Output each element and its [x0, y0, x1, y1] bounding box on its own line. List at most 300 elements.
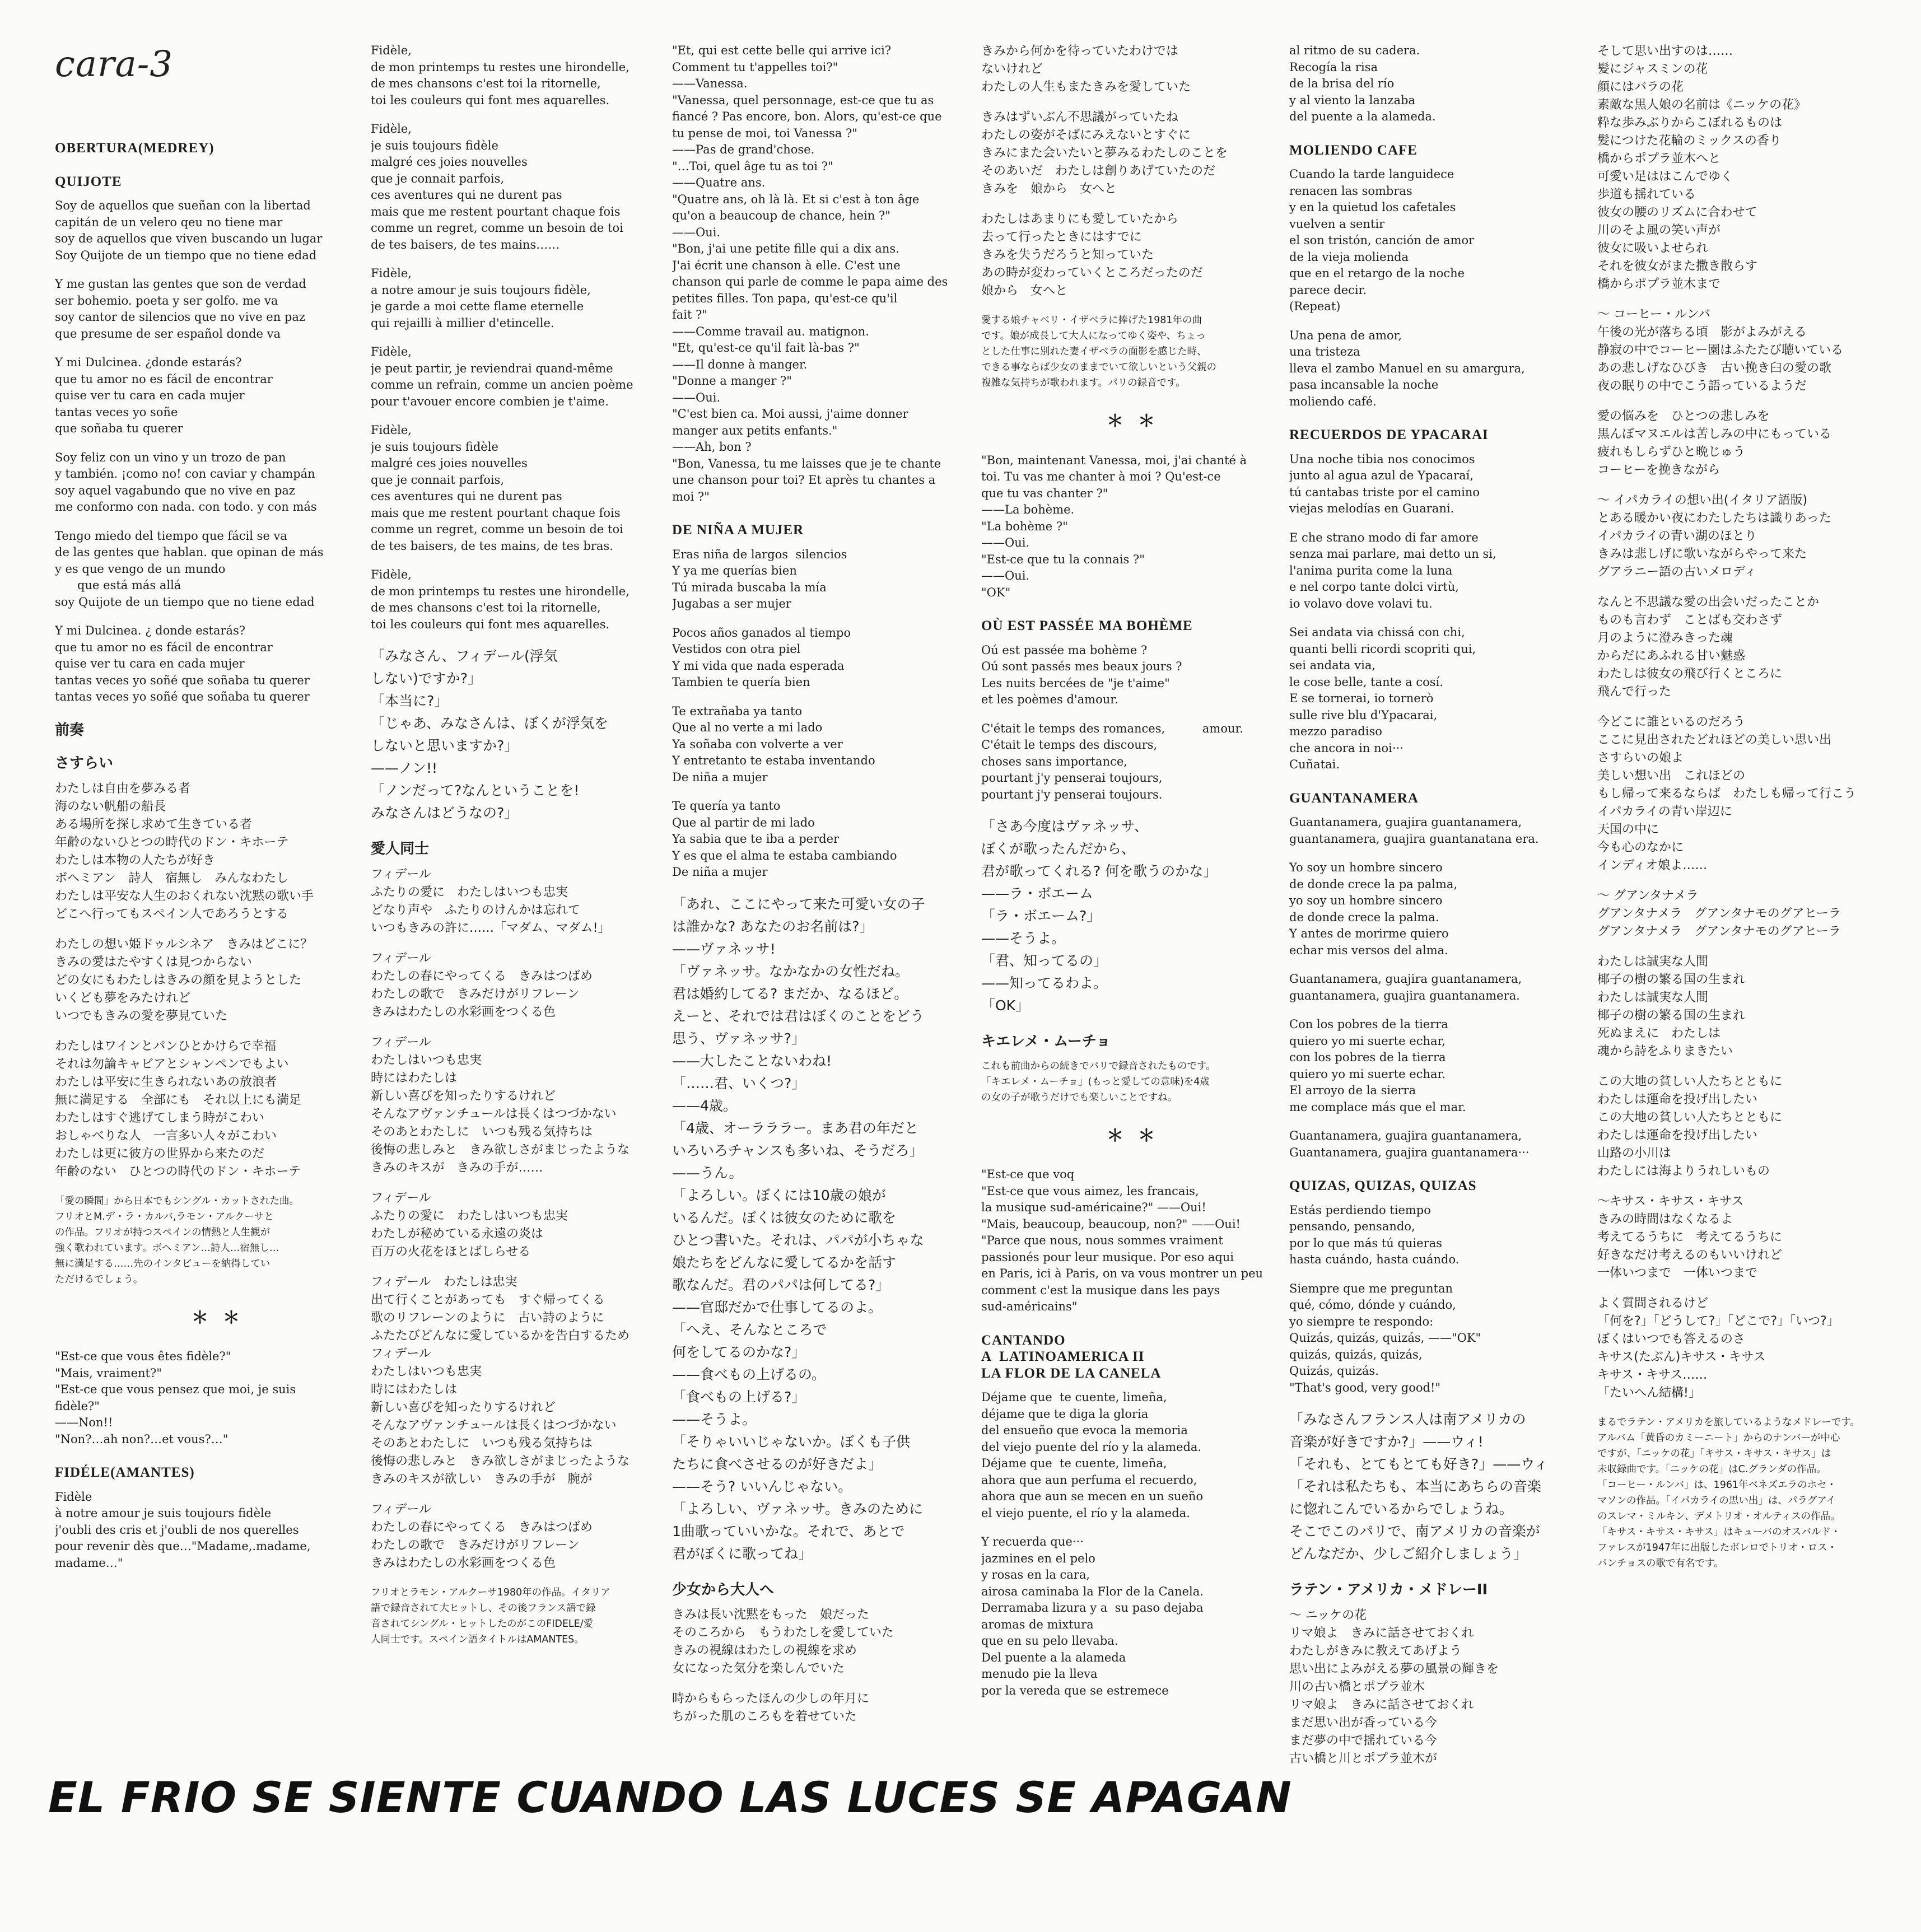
text-line: 髪にジャスミンの花 [1597, 62, 1708, 76]
text-line: しないと思いますか?」 [371, 738, 519, 754]
text-line: Te quería ya tanto [672, 799, 781, 813]
text-block [981, 43, 1295, 96]
text-block [672, 43, 986, 505]
text-line: ——4歳。 [672, 1097, 737, 1114]
text-block [55, 1489, 391, 1572]
text-line: "Mais, vraiment?" [55, 1366, 162, 1380]
text-block [981, 1389, 1295, 1522]
text-line: Sei andata via chissá con chi, [1289, 626, 1465, 639]
text-line: とある暖かい夜にわたしたちは識りあった [1597, 511, 1831, 525]
text-line: Derramaba lizura y a su paso dejaba [981, 1601, 1204, 1614]
text-line: Una pena de amor, [1289, 328, 1402, 342]
text-line: よく質問されるけど [1597, 1296, 1709, 1310]
text-line: 〜 グアンタナメラ [1597, 889, 1699, 903]
text-line: que je connait parfois, [371, 473, 505, 487]
text-line: あの時が変わっていくところだったのだ [981, 266, 1203, 280]
text-block [371, 1501, 684, 1572]
text-line: 前奏 [55, 721, 85, 739]
text-line: ふたたびどんなに愛しているかを告白するため [371, 1328, 630, 1343]
text-line: parece decir. [1289, 283, 1367, 297]
text-block [1597, 953, 1900, 1061]
text-line: 魂から詩をふりまきたい [1597, 1044, 1733, 1058]
text-line: guantanamera, guajira guantanatana era. [1289, 832, 1539, 846]
text-line: フィデール [371, 1346, 431, 1361]
text-line: 川の古い橋とポプラ並木 [1289, 1679, 1425, 1694]
text-line: きみのキスが きみの手が…… [371, 1160, 543, 1175]
text-line: 歌なんだ。君のパパは何してる?」 [672, 1276, 890, 1293]
text-line: ——ノン!! [371, 760, 438, 776]
text-line: わたしの歌で きみだけがリフレーン [371, 987, 580, 1001]
text-line: QUIJOTE [55, 174, 122, 189]
text-line: sud-américains" [981, 1300, 1078, 1313]
text-block [1597, 492, 1900, 581]
text-line: いくども夢をみたけれど [55, 991, 191, 1005]
text-line: まるでラテン・アメリカを旅しているようなメドレーです。 [1597, 1417, 1860, 1428]
text-line: "Mais, beaucoup, beaucoup, non?" ——Oui! [981, 1217, 1241, 1231]
text-block [1597, 408, 1900, 479]
text-line: わたしはワインとパンひとかけらで幸福 [55, 1039, 277, 1053]
text-line: わたしは自由を夢みる者 [55, 781, 191, 796]
text-line: Y recuerda que··· [981, 1535, 1084, 1548]
text-line: アルバム「黄昏のカミーニート」からのナンバーが中心 [1597, 1432, 1840, 1444]
text-line: この大地の貧しい人たちとともに [1597, 1075, 1783, 1089]
text-line: わたしが秘めている永遠の炎は [371, 1226, 544, 1241]
text-line: のスレマ・ミルキン、デメトリオ・オルティスの作品。 [1597, 1511, 1840, 1522]
text-line: comme un refrain, comme un ancien poème [371, 378, 633, 391]
text-line: Guantanamera, guajira guantanamera, [1289, 1129, 1522, 1142]
text-line: 〜 ニッケの花 [1289, 1608, 1367, 1622]
text-line: 語で録音されて大ヒットし、その後フランス語で録 [371, 1602, 596, 1614]
text-line: 新しい喜びを知ったりするけれど [371, 1400, 556, 1415]
text-line: Y ya me querías bien [672, 564, 797, 577]
text-line: フィデール [371, 1035, 431, 1049]
text-line: です。娘が成長して大人になってゆく姿や、ちょっ [981, 330, 1206, 342]
column-6 [1597, 43, 1900, 1790]
text-line: えーと、それでは君はぼくのことをどう [672, 1007, 925, 1024]
text-block [1597, 713, 1900, 875]
text-line: まだ夢の中で揺れている今 [1289, 1733, 1438, 1748]
text-line: del ensueño que evoca la memoria [981, 1424, 1188, 1437]
text-line: ボヘミアン 詩人 宿無し みんなわたし [55, 871, 289, 885]
text-line: きみの時間はなくなるよ [1597, 1212, 1733, 1226]
text-line: キサス・キサス…… [1597, 1368, 1708, 1382]
text-line: 未収録曲です。「ニッケの花」はC.グランダの作品。 [1597, 1464, 1826, 1475]
text-line: ＊＊ [192, 1308, 254, 1328]
text-line: コーヒーを挽きながら [1597, 463, 1720, 477]
text-line: "Est-ce que tu la connais ?" [981, 552, 1145, 566]
text-line: ces aventures qui ne durent pas [371, 188, 562, 202]
text-line: Una noche tibia nos conocimos [1289, 452, 1475, 466]
text-line: リマ娘よ きみに話させておくれ [1289, 1697, 1474, 1712]
text-line: "Bon, j'ai une petite fille qui a dix ans. [672, 242, 899, 255]
text-line: hasta cuándo, hasta cuándo. [1289, 1253, 1460, 1266]
text-block [55, 354, 391, 437]
text-block [1597, 594, 1900, 701]
text-block [55, 1038, 391, 1181]
text-line: いつでもきみの愛を夢見ていた [55, 1009, 228, 1023]
text-line: e nel corpo tante dolci virtù, [1289, 580, 1459, 594]
text-line: che ancora in noi··· [1289, 741, 1404, 755]
text-line: 音楽が好きですか?」——ウィ! [1289, 1434, 1484, 1450]
text-line: moliendo café. [1289, 394, 1377, 408]
text-line: 強く歌われています。ボヘミアン…詩人…宿無し… [55, 1242, 279, 1254]
text-line: quiero yo mi suerte echar, [1289, 1034, 1446, 1048]
text-line: わたしは彼女の飛び行くところに [1597, 667, 1783, 681]
text-line: 「よろしい。ぼくには10歳の娘が [672, 1187, 886, 1203]
section-heading [55, 174, 391, 190]
text-line: わたしの春にやってくる きみはつばめ [371, 969, 593, 983]
text-line: Yo soy un hombre sincero [1289, 861, 1443, 874]
text-block [1289, 1202, 1603, 1268]
text-line: それは勿論キャビアとシャンペンでもよい [55, 1057, 289, 1071]
text-line: 午後の光が落ちる頃 影がよみがえる [1597, 325, 1807, 339]
text-line: Y mi Dulcinea. ¿donde estarás? [55, 356, 242, 369]
text-line: ——Quatre ans. [672, 176, 766, 189]
text-line: a notre amour je suis toujours fidèle, [371, 283, 591, 297]
text-block [55, 450, 391, 516]
text-line: yo siempre te respondo: [1289, 1314, 1434, 1328]
text-line: いるんだ。ぼくは彼女のために歌を [672, 1209, 897, 1226]
text-line: una tristeza [1289, 345, 1360, 358]
text-line: 無に満足する 全部にも それ以上にも満足 [55, 1093, 302, 1107]
text-line: "Non?…ah non?…et vous?…" [55, 1432, 229, 1446]
text-line: 年齢のない ひとつの時代のドン・キホーテ [55, 1164, 301, 1179]
text-line: soy de aquellos que viven buscando un lugar [55, 232, 323, 245]
text-line: 月のように澄みきった魂 [1597, 631, 1733, 645]
text-line: Tengo miedo del tiempo que fácil se va [55, 529, 287, 543]
text-line: en Paris, ici à Paris, on va vous montrer un peu [981, 1267, 1263, 1280]
text-block [55, 198, 391, 264]
text-line: del viejo puente del río y la alameda. [981, 1440, 1202, 1454]
text-line: Te extrañaba ya tanto [672, 704, 803, 718]
text-line: Les nuits bercées de "je t'aime" [981, 676, 1170, 690]
text-line: que tu amor no es fácil de encontrar [55, 372, 273, 386]
text-line: これも前曲からの続きでパリで録音されたものです。 [981, 1060, 1216, 1072]
text-line: 〜 イパカライの想い出(イタリア語版) [1597, 493, 1808, 507]
text-line: わたしは更に彼方の世界から来たのだ [55, 1146, 265, 1161]
text-line: lleva el zambo Manuel en su amargura, [1289, 361, 1525, 375]
text-line: わたしには海よりうれしいもの [1597, 1164, 1770, 1178]
text-line: どなり声や ふたりのけんかは忘れて [371, 903, 581, 917]
text-line: 「4歳、オーラララー。まあ君の年だと [672, 1119, 918, 1136]
text-line: y rosas en la cara, [981, 1568, 1090, 1581]
text-line: l'anima purita come la luna [1289, 563, 1453, 577]
text-line: 美しい想い出 これほどの [1597, 769, 1746, 783]
text-line: "…Toi, quel âge tu as toi ?" [672, 159, 833, 173]
text-block [55, 276, 391, 342]
text-line: ないけれど [981, 62, 1043, 76]
text-line: 音されてシングル・ヒットしたのがこのFIDELE/愛 [371, 1618, 594, 1630]
text-block [371, 121, 684, 253]
text-block [1289, 166, 1603, 315]
text-line: toi. Tu vas me chanter à moi ? Qu'est-ce [981, 470, 1221, 483]
text-line: 少女から大人へ [672, 1581, 775, 1598]
text-line: 人同士です。スペイン語タイトルはAMANTES。 [371, 1634, 584, 1645]
text-line: me conformo con nada. con todo. y con más [55, 500, 317, 514]
text-block [1597, 1193, 1900, 1282]
separator [55, 1310, 391, 1327]
text-line: キエレメ・ムーチョ [981, 1033, 1111, 1050]
text-line: malgré ces joies nouvelles [371, 456, 528, 470]
text-block [371, 866, 684, 937]
text-line: わたしの人生もまたきみを愛していた [981, 80, 1191, 94]
text-line: とした仕事に別れた妻イザベラの面影を感じた時、 [981, 346, 1207, 357]
text-line: renacen las sombras [1289, 184, 1412, 198]
text-block [55, 936, 391, 1025]
text-line: "C'est bien ca. Moi aussi, j'aime donner [672, 407, 908, 421]
text-line: je suis toujours fidèle [371, 138, 498, 152]
text-line: Y me gustan las gentes que son de verdad [55, 277, 306, 291]
text-line: 女になった気分を楽しんでいた [672, 1662, 845, 1676]
text-line: 川のそよ風の笑い声が [1597, 223, 1721, 237]
text-line: pourtant j'y penserai toujours, [981, 771, 1163, 785]
text-line: toi les couleurs qui font mes aquarelles. [371, 617, 610, 631]
text-line: por lo que más tú quieras [1289, 1236, 1442, 1250]
text-block [55, 623, 391, 706]
text-block [672, 1690, 986, 1726]
text-line: きみはわたしの水彩画をつくる色 [371, 1556, 556, 1570]
text-line: le cose belle, tante a cosí. [1289, 675, 1443, 689]
text-line: わたしはいつも忠実 [371, 1364, 482, 1379]
text-block [981, 452, 1295, 601]
text-block [672, 893, 986, 1565]
text-line: 出て行くことがあっても すぐ帰ってくる [371, 1292, 605, 1307]
text-line: Que al partir de mi lado [672, 815, 815, 829]
text-line: わたしはあまりにも愛していたから [981, 212, 1179, 226]
text-line: quizás, quizás, quizás, [1289, 1347, 1423, 1361]
text-line: 彼女の腰のリズムに合わせて [1597, 206, 1757, 220]
text-line: A LATINOAMERICA II [981, 1349, 1145, 1364]
text-line: J'ai écrit une chanson à elle. C'est une [672, 258, 901, 272]
text-line: de donde crece la palma. [1289, 910, 1439, 924]
text-line: tú cantabas triste por el camino [1289, 485, 1480, 499]
text-line: フリオとM.デ・ラ・カルバ,ラモン・アルクーサと [55, 1211, 274, 1222]
text-line: Y mi vida que nada esperada [672, 659, 845, 673]
text-line: 疲れもしらずひと晩じゅう [1597, 445, 1746, 459]
text-line: ——Oui. [672, 390, 721, 404]
text-line: 海のない帆船の船長 [55, 799, 166, 814]
text-line: きみはわたしの水彩画をつくる色 [371, 1005, 556, 1019]
text-line: Fidèle, [371, 122, 412, 136]
text-line: Estás perdiendo tiempo [1289, 1203, 1431, 1217]
text-line: choses sans importance, [981, 754, 1127, 768]
text-block [371, 645, 684, 824]
text-line: さすらいの娘よ [1597, 751, 1684, 765]
text-line: 「キサス・キサス・キサス」はキューバのオスバルド・ [1597, 1527, 1841, 1538]
text-line: 君がぼくに歌ってね」 [672, 1545, 813, 1562]
text-block [55, 1348, 391, 1448]
text-line: Tambien te quería bien [672, 675, 810, 689]
section-heading [1289, 142, 1603, 159]
text-line: みなさんはどうなの?」 [371, 805, 519, 821]
text-line: que tu amor no es fácil de encontrar [55, 640, 273, 654]
text-line: jazmines en el pelo [981, 1551, 1095, 1565]
text-line: Ya sabia que te iba a perder [672, 832, 840, 846]
text-line: この大地の貧しい人たちとともに [1597, 1110, 1783, 1124]
text-block [1289, 624, 1603, 773]
text-line: "Est-ce que vous aimez, les francais, [981, 1184, 1199, 1198]
text-line: からだにあふれる甘い魅惑 [1597, 649, 1746, 663]
text-line: 可愛い足ははこんでゆく [1597, 170, 1733, 184]
text-line: ここに見出されたどれほどの美しい思い出 [1597, 733, 1832, 747]
text-line: そのあとわたしに いつも残る気持ちは [371, 1124, 593, 1139]
text-line: 「たいへん結構!」 [1597, 1386, 1701, 1400]
text-line: 「愛の瞬間」から日本でもシングル・カットされた曲。 [55, 1195, 300, 1207]
text-line: je peut partir, je reviendrai quand-même [371, 361, 613, 375]
text-line: 粋な歩みぶりからこぼれるものは [1597, 116, 1783, 130]
text-line: 「何を?」「どうして?」「どこで?」「いつ?」 [1597, 1314, 1839, 1328]
text-line: きみにまた会いたいと夢みるわたしのことを [981, 146, 1228, 160]
text-line: pour revenir dès que…"Madame,.madame, [55, 1539, 311, 1553]
text-line: E che strano modo di far amore [1289, 530, 1479, 544]
text-block [981, 642, 1295, 708]
text-line: vuelven a sentir [1289, 217, 1385, 231]
text-line: de mes chansons c'est toi la ritornelle, [371, 601, 601, 614]
text-line: "Quatre ans, oh là là. Et si c'est à ton âge [672, 192, 920, 206]
text-block [1597, 1295, 1900, 1402]
text-line: pourtant j'y penserai toujours. [981, 787, 1163, 801]
text-line: Fidèle, [371, 345, 412, 358]
text-line: なんと不思議な愛の出会いだったことか [1597, 595, 1820, 609]
text-line: さすらい [55, 755, 114, 772]
text-line: quiero yo mi suerte echar. [1289, 1067, 1446, 1081]
page-title: cara-3 [55, 44, 174, 85]
text-line: 「じゃあ、みなさんは、ぼくが浮気を [371, 715, 609, 731]
text-line: Fidèle, [371, 267, 412, 280]
text-line: Soy de aquellos que sueñan con la libertad [55, 199, 311, 212]
text-line: Y entretanto te estaba inventando [672, 754, 875, 767]
text-line: Fidèle [55, 1490, 92, 1504]
text-line: 「ノンだって?なんということを! [371, 782, 580, 799]
text-line: Con los pobres de la tierra [1289, 1018, 1448, 1031]
text-line: el viejo puente, el río y la alameda. [981, 1506, 1190, 1520]
text-line: 一体いつまで 一体いつまで [1597, 1266, 1758, 1280]
column-4 [981, 43, 1295, 1790]
text-line: la musique sud-américaine?" ——Oui! [981, 1201, 1206, 1214]
text-block [371, 344, 684, 410]
text-block [371, 1189, 684, 1261]
text-line: soy aquel vagabundo que no vive en paz [55, 483, 295, 497]
text-line: fidèle?" [55, 1399, 100, 1413]
text-block [1289, 814, 1603, 847]
text-line: あの悲しげなひびき 古い挽き臼の愛の歌 [1597, 361, 1832, 375]
text-line: E se tornerai, io tornerò [1289, 692, 1434, 705]
text-line: そこでこのパリで、南アメリカの音楽が [1289, 1523, 1540, 1539]
text-line: pasa incansable la noche [1289, 378, 1439, 391]
text-line: 娘たちをどんなに愛してるかを話す [672, 1254, 897, 1271]
text-block [1289, 971, 1603, 1004]
text-line: Fidèle, [371, 423, 412, 437]
text-line: わたしの姿がそばにみえないとすぐに [981, 128, 1191, 142]
text-line: Quizás, quizás. [1289, 1364, 1379, 1378]
text-line: de mon printemps tu restes une hirondelle, [371, 584, 630, 598]
text-line: ser bohemio. poeta y ser golfo. me va [55, 293, 278, 307]
text-line: pensando, pensando, [1289, 1220, 1415, 1233]
text-line: 黒んぼマヌエルは苦しみの中にもっている [1597, 427, 1832, 441]
text-line: フィデール [371, 1191, 431, 1205]
text-line: je suis toujours fidèle [371, 440, 498, 454]
section-heading [1289, 1582, 1603, 1599]
text-line: どの女にもわたしはきみの顔を見ようとした [55, 973, 302, 987]
text-line: GUANTANAMERA [1289, 790, 1419, 806]
text-line: は誰かな? あなたのお名前は?」 [672, 918, 874, 935]
text-line: "Vanessa, quel personnage, est-ce que tu as [672, 93, 934, 107]
text-line: キサス(たぶん)キサス・キサス [1597, 1350, 1766, 1364]
column-3 [672, 43, 986, 1790]
text-line: 後悔の悲しみと きみ欲しさがまじったような [371, 1454, 630, 1468]
text-line: mezzo paradiso [1289, 725, 1382, 738]
text-line: 去って行ったときにはすでに [981, 230, 1142, 244]
text-line: sulle rive blu d'Ypacarai, [1289, 708, 1438, 722]
text-line: Y mi Dulcinea. ¿ donde estarás? [55, 624, 246, 637]
text-block [371, 567, 684, 633]
text-line: わたしはいつも忠実 [371, 1053, 482, 1067]
text-line: Y es que el alma te estaba cambiando [672, 848, 897, 862]
text-line: わたしの想い姫ドゥルシネア きみはどこに？ [55, 937, 313, 951]
text-block [672, 703, 986, 786]
text-line: El arroyo de la sierra [1289, 1084, 1416, 1097]
text-line: リマ娘よ きみに話させておくれ [1289, 1626, 1474, 1640]
text-line: きみを失うだろうと知っていた [981, 248, 1154, 262]
text-line: tantas veces yo soñé que soñaba tu querer [55, 690, 310, 703]
text-block [981, 721, 1295, 804]
text-line: ——食べもの上げるの。 [672, 1366, 826, 1383]
text-line: そのあとわたしに いつも残る気持ちは [371, 1436, 593, 1450]
text-line: petites filles. Ton papa, qu'est-ce qu'il [672, 291, 898, 305]
text-block [1289, 530, 1603, 613]
text-line: Tú mirada buscaba la mía [672, 580, 827, 594]
text-line: 新しい喜びを知ったりするけれど [371, 1089, 556, 1103]
text-line: 後悔の悲しみと きみ欲しさがまじったような [371, 1142, 630, 1157]
text-block [1289, 860, 1603, 959]
text-line: guantanamera, guajira guantanamera. [1289, 988, 1520, 1002]
text-line: 「ラ・ボエーム?」 [981, 908, 1101, 924]
text-line: ——うん。 [672, 1164, 743, 1181]
text-line: しない)ですか?」 [371, 670, 482, 687]
text-line: 「ヴァネッサ。なかなかの女性だね。 [672, 963, 910, 979]
text-block [1289, 1128, 1603, 1161]
text-line: "Bon, Vanessa, tu me laisses que je te chante [672, 456, 941, 470]
text-block [1289, 1408, 1603, 1565]
text-line: 愛人同士 [371, 841, 430, 857]
text-block [1289, 1607, 1603, 1768]
text-line: 橋からポプラ並木へと [1597, 152, 1721, 166]
text-line: Cuando la tarde languidece [1289, 167, 1454, 181]
text-line: きみを 娘から 女へと [981, 182, 1117, 196]
text-line: y en la quietud los cafetales [1289, 200, 1456, 214]
text-line: フィデール わたしは忠実 [371, 1275, 517, 1289]
text-line: それを彼女がまた撒き散らす [1597, 259, 1758, 273]
text-block [672, 625, 986, 691]
text-line: C'était le temps des discours, [981, 738, 1158, 752]
text-line: 愛する娘チャベリ・イザベラに捧げた1981年の曲 [981, 315, 1202, 326]
text-line: Ya soñaba con volverte a ver [672, 737, 843, 751]
text-line: 「食べもの上げる?」 [672, 1388, 806, 1405]
text-line: 無に満足する……先のインタビューを納得してい [55, 1258, 271, 1270]
text-line: que presume de ser español donde va [55, 326, 281, 340]
text-line: 椰子の樹の繁る国の生まれ [1597, 973, 1746, 987]
text-line: ちがった肌のころもを着せていた [672, 1710, 857, 1724]
text-line: Fidèle, [371, 44, 412, 57]
text-line: ——Oui. [672, 225, 721, 239]
text-line: "That's good, very good!" [1289, 1380, 1441, 1394]
text-line: ——知ってるわよ。 [981, 975, 1108, 991]
text-line: フィデール [371, 1502, 431, 1516]
text-line: comme un regret, comme un besoin de toi [371, 522, 623, 536]
text-line: もし帰って来るならば わたしも帰って行こう [1597, 787, 1857, 801]
text-line: 愛の悩みを ひとつの悲しみを [1597, 409, 1770, 423]
text-line: グアンタナメラ グアンタナモのグアヒーラ [1597, 925, 1841, 939]
